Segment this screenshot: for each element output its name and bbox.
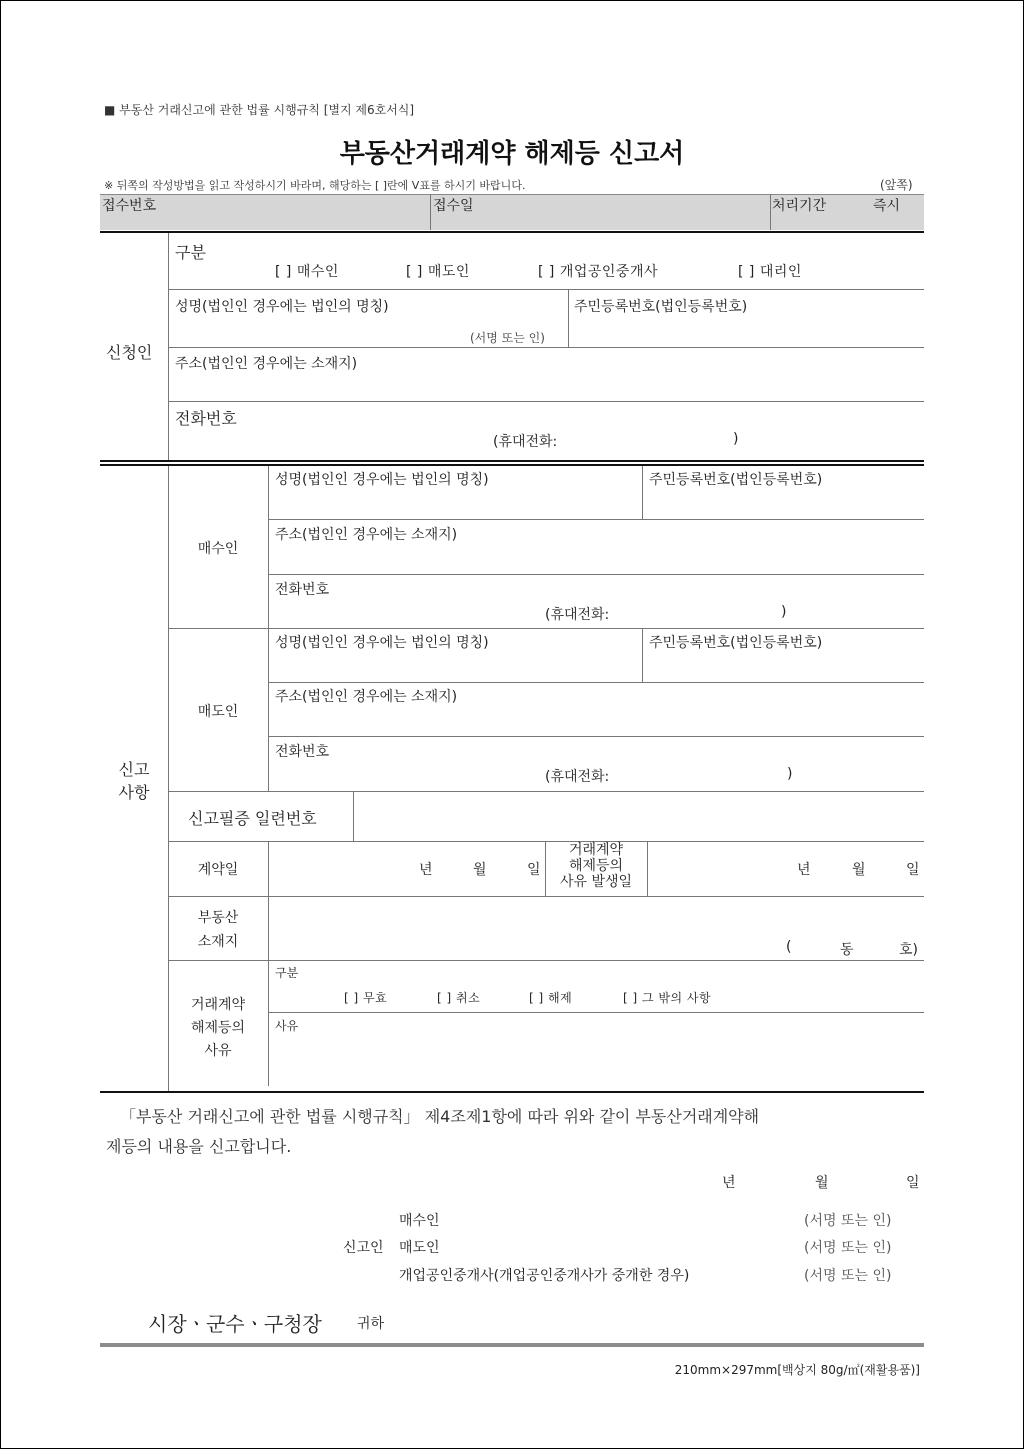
applicant-mobile-label: (휴대전화: bbox=[493, 434, 558, 450]
buyer-name-field[interactable] bbox=[272, 490, 638, 516]
property-dong-field[interactable] bbox=[795, 937, 835, 957]
seller-address-label: 주소(법인인 경우에는 소재지) bbox=[275, 689, 458, 705]
divider bbox=[100, 231, 924, 233]
cancel-day-unit: 일 bbox=[906, 862, 920, 878]
applicant-phone-field[interactable] bbox=[260, 406, 480, 428]
report-section-label-1: 신고 bbox=[118, 760, 150, 779]
divider bbox=[100, 460, 924, 462]
side-label: (앞쪽) bbox=[880, 178, 913, 192]
seller-mobile-close: ) bbox=[787, 766, 793, 782]
buyer-phone-label: 전화번호 bbox=[275, 582, 330, 598]
reason-detail-field[interactable] bbox=[305, 1016, 920, 1086]
buyer-id-label: 주민등록번호(법인등록번호) bbox=[649, 472, 823, 488]
property-location-field[interactable] bbox=[272, 900, 920, 934]
divider bbox=[268, 682, 924, 683]
addressee: 시장ㆍ군수ㆍ구청장 bbox=[148, 1312, 322, 1336]
buyer-label: 매수인 bbox=[197, 541, 239, 557]
reason-detail-label: 사유 bbox=[275, 1019, 299, 1033]
applicant-type-label: 구분 bbox=[175, 243, 206, 262]
applicant-id-field[interactable] bbox=[572, 316, 920, 344]
divider bbox=[168, 896, 924, 897]
divider bbox=[268, 519, 924, 520]
receipt-number-field[interactable] bbox=[170, 196, 425, 228]
signer-broker-sign[interactable]: (서명 또는 인) bbox=[804, 1268, 892, 1284]
divider bbox=[268, 1012, 924, 1013]
cancel-month-unit: 월 bbox=[852, 862, 866, 878]
property-dong-unit: 동 bbox=[840, 942, 854, 958]
seller-id-label: 주민등록번호(법인등록번호) bbox=[649, 635, 823, 651]
divider bbox=[642, 466, 643, 519]
declaration-month-unit: 월 bbox=[815, 1175, 829, 1191]
divider bbox=[642, 628, 643, 682]
applicant-phone-label: 전화번호 bbox=[175, 409, 237, 428]
property-paren-open: ( bbox=[786, 939, 792, 955]
instruction-note: ※ 뒤쪽의 작성방법을 읽고 작성하시기 바라며, 해당하는 [ ]란에 V표를 하시기 바랍니다. bbox=[104, 179, 526, 192]
reason-other-checkbox[interactable]: [ ] 그 밖의 사항 bbox=[623, 991, 712, 1005]
form-title: 부동산거래계약 해제등 신고서 bbox=[339, 139, 685, 169]
contract-year-unit: 년 bbox=[419, 862, 433, 878]
processing-period-label: 처리기간 bbox=[772, 198, 827, 214]
cancel-occur-date-label-2: 해제등의 bbox=[568, 858, 624, 874]
receipt-number-label: 접수번호 bbox=[102, 198, 157, 214]
declaration-day-unit: 일 bbox=[906, 1175, 920, 1191]
receipt-date-field[interactable] bbox=[480, 196, 765, 228]
seller-mobile-field[interactable] bbox=[620, 764, 780, 786]
processing-period-value: 즉시 bbox=[873, 198, 901, 214]
divider bbox=[268, 466, 269, 792]
reason-termination-checkbox[interactable]: [ ] 해제 bbox=[529, 991, 573, 1005]
seller-name-label: 성명(법인인 경우에는 법인의 명칭) bbox=[275, 635, 489, 651]
property-location-label-1: 부동산 bbox=[197, 910, 239, 926]
signer-buyer-sign[interactable]: (서명 또는 인) bbox=[804, 1213, 892, 1229]
paper-spec: 210mm×297mm[백상지 80g/㎡(재활용품)] bbox=[674, 1363, 920, 1377]
declaration-year-unit: 년 bbox=[722, 1175, 736, 1191]
divider bbox=[168, 791, 924, 792]
cancel-occur-date-label-3: 사유 발생일 bbox=[559, 874, 633, 890]
divider bbox=[268, 841, 269, 1086]
applicant-type-agent-checkbox[interactable]: [ ] 대리인 bbox=[738, 264, 802, 280]
applicant-type-buyer-checkbox[interactable]: [ ] 매수인 bbox=[275, 264, 339, 280]
buyer-id-field[interactable] bbox=[646, 490, 920, 516]
cancel-occur-date-label-1: 거래계약 bbox=[568, 842, 624, 858]
divider bbox=[168, 401, 924, 402]
applicant-address-field[interactable] bbox=[172, 373, 920, 399]
divider bbox=[168, 960, 924, 961]
seller-phone-field[interactable] bbox=[340, 740, 540, 760]
buyer-phone-field[interactable] bbox=[340, 578, 540, 598]
reason-label-1: 거래계약 bbox=[190, 997, 246, 1013]
cancel-year-unit: 년 bbox=[797, 862, 811, 878]
buyer-mobile-close: ) bbox=[781, 604, 787, 620]
buyer-name-label: 성명(법인인 경우에는 법인의 명칭) bbox=[275, 472, 489, 488]
property-ho-field[interactable] bbox=[858, 937, 898, 957]
divider bbox=[770, 194, 771, 230]
divider bbox=[647, 841, 648, 896]
reason-invalid-checkbox[interactable]: [ ] 무효 bbox=[344, 991, 388, 1005]
divider bbox=[100, 464, 924, 466]
reason-label-2: 해제등의 bbox=[190, 1020, 246, 1036]
report-section-label-2: 사항 bbox=[118, 783, 150, 802]
seller-label: 매도인 bbox=[197, 704, 239, 720]
applicant-type-broker-checkbox[interactable]: [ ] 개업공인중개사 bbox=[538, 264, 658, 280]
seller-mobile-label: (휴대전화: bbox=[545, 769, 610, 785]
contract-date-label: 계약일 bbox=[197, 862, 239, 878]
law-reference: ■ 부동산 거래신고에 관한 법률 시행규칙 [별지 제6호서식] bbox=[104, 103, 415, 117]
cancel-occur-date-field[interactable] bbox=[651, 845, 920, 893]
addressee-suffix: 귀하 bbox=[357, 1316, 385, 1332]
divider bbox=[268, 574, 924, 575]
seller-name-field[interactable] bbox=[272, 653, 638, 679]
reporter-label: 신고인 bbox=[343, 1240, 384, 1256]
applicant-mobile-field[interactable] bbox=[570, 429, 730, 451]
declaration-text-line2: 제등의 내용을 신고합니다. bbox=[106, 1137, 292, 1156]
buyer-mobile-field[interactable] bbox=[620, 602, 780, 624]
reason-label-3: 사유 bbox=[204, 1043, 232, 1059]
buyer-mobile-label: (휴대전화: bbox=[545, 607, 610, 623]
signer-buyer-label: 매수인 bbox=[399, 1213, 440, 1229]
contract-day-unit: 일 bbox=[527, 862, 541, 878]
applicant-section-label: 신청인 bbox=[106, 343, 153, 362]
applicant-sign-label: (서명 또는 인) bbox=[470, 331, 545, 345]
seller-id-field[interactable] bbox=[646, 653, 920, 679]
applicant-address-label: 주소(법인인 경우에는 소재지) bbox=[175, 356, 358, 372]
buyer-address-label: 주소(법인인 경우에는 소재지) bbox=[275, 527, 458, 543]
applicant-id-label: 주민등록번호(법인등록번호) bbox=[574, 299, 748, 315]
divider bbox=[168, 347, 924, 348]
certificate-serial-field[interactable] bbox=[357, 795, 920, 837]
divider bbox=[168, 628, 924, 629]
applicant-name-field[interactable] bbox=[172, 316, 462, 344]
signer-seller-sign[interactable]: (서명 또는 인) bbox=[804, 1240, 892, 1256]
divider bbox=[430, 194, 431, 230]
divider bbox=[268, 736, 924, 737]
property-location-label-2: 소재지 bbox=[197, 934, 239, 950]
signer-broker-label: 개업공인중개사(개업공인중개사가 중개한 경우) bbox=[399, 1268, 690, 1284]
declaration-text-line1: 「부동산 거래신고에 관한 법률 시행규칙」 제4조제1항에 따라 위와 같이 부동산거래계약해 bbox=[120, 1107, 760, 1126]
seller-address-field[interactable] bbox=[272, 707, 920, 733]
contract-month-unit: 월 bbox=[473, 862, 487, 878]
applicant-name-label: 성명(법인인 경우에는 법인의 명칭) bbox=[175, 299, 389, 315]
divider bbox=[168, 289, 924, 290]
divider bbox=[100, 1091, 924, 1093]
property-ho-unit: 호) bbox=[899, 942, 918, 958]
reason-type-label: 구분 bbox=[275, 966, 299, 980]
footer-divider bbox=[100, 1343, 924, 1347]
reason-cancel-checkbox[interactable]: [ ] 취소 bbox=[437, 991, 481, 1005]
divider bbox=[568, 289, 569, 347]
contract-date-field[interactable] bbox=[272, 845, 542, 893]
seller-phone-label: 전화번호 bbox=[275, 744, 330, 760]
applicant-type-seller-checkbox[interactable]: [ ] 매도인 bbox=[406, 264, 470, 280]
divider bbox=[353, 791, 354, 841]
signer-seller-label: 매도인 bbox=[399, 1240, 440, 1256]
buyer-address-field[interactable] bbox=[272, 545, 920, 571]
certificate-serial-label: 신고필증 일련번호 bbox=[188, 809, 317, 828]
applicant-mobile-close: ) bbox=[733, 431, 739, 447]
receipt-date-label: 접수일 bbox=[433, 198, 474, 214]
